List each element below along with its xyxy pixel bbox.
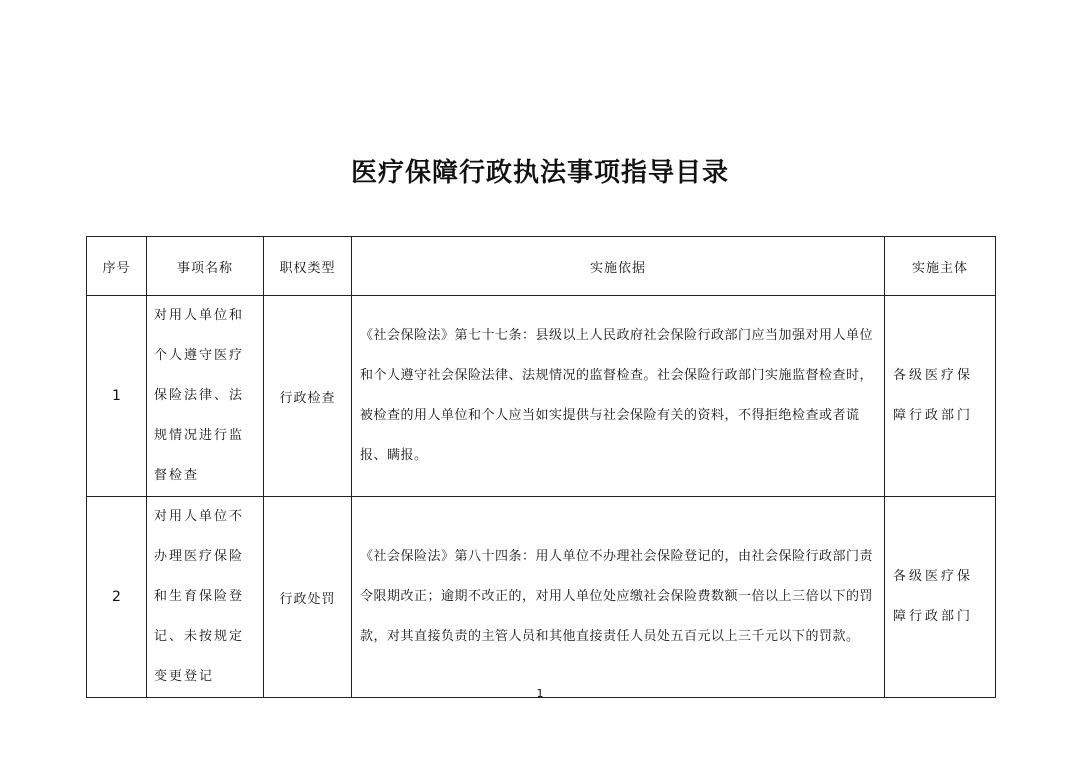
row-serial-number: 1: [87, 296, 147, 497]
document-title: 医疗保障行政执法事项指导目录: [350, 158, 729, 188]
row-serial-number: 2: [87, 497, 147, 698]
header-legal-basis: 实施依据: [352, 237, 885, 296]
page-number: 1: [536, 687, 544, 700]
row-legal-basis: 《社会保险法》第七十七条：县级以上人民政府社会保险行政部门应当加强对用人单位和个人遵守社会保险法律、法规情况的监督检查。社会保险行政部门实施监督检查时，被检查的用人单位和个人应当如实提供与社会保险有关的资料，不得拒绝检查或者谎报、瞒报。: [360, 328, 874, 463]
header-serial-number: 序号: [87, 237, 147, 296]
row-authority-type: 行政检查: [264, 296, 352, 497]
row-implementing-body-cell: [885, 497, 996, 698]
row-item-name: 对用人单位不办理医疗保险和生育保险登记、未按规定变更登记: [154, 509, 245, 684]
table-row: [87, 497, 996, 698]
row-implementing-body: 各级医疗保障行政部门: [893, 368, 974, 423]
header-authority-type: 职权类型: [264, 237, 352, 296]
row-item-name-cell: [147, 497, 264, 698]
row-authority-type: 行政处罚: [264, 497, 352, 698]
row-legal-basis-cell: [352, 497, 885, 698]
row-item-name-cell: [147, 296, 264, 497]
row-item-name: 对用人单位和个人遵守医疗保险法律、法规情况进行监督检查: [154, 308, 245, 483]
row-legal-basis-cell: [352, 296, 885, 497]
row-implementing-body-cell: [885, 296, 996, 497]
row-implementing-body: 各级医疗保障行政部门: [893, 569, 974, 624]
header-implementing-body: 实施主体: [885, 237, 996, 296]
table-header-row: [87, 237, 996, 296]
row-legal-basis: 《社会保险法》第八十四条：用人单位不办理社会保险登记的，由社会保险行政部门责令限期改正；逾期不改正的，对用人单位处应缴社会保险费数额一倍以上三倍以下的罚款，对其直接负责的主管人员和其他直接责任人员处五百元以上三千元以下的罚款。: [360, 549, 874, 644]
table-row: [87, 296, 996, 497]
enforcement-catalog-table: [86, 236, 996, 698]
header-item-name: 事项名称: [147, 237, 264, 296]
